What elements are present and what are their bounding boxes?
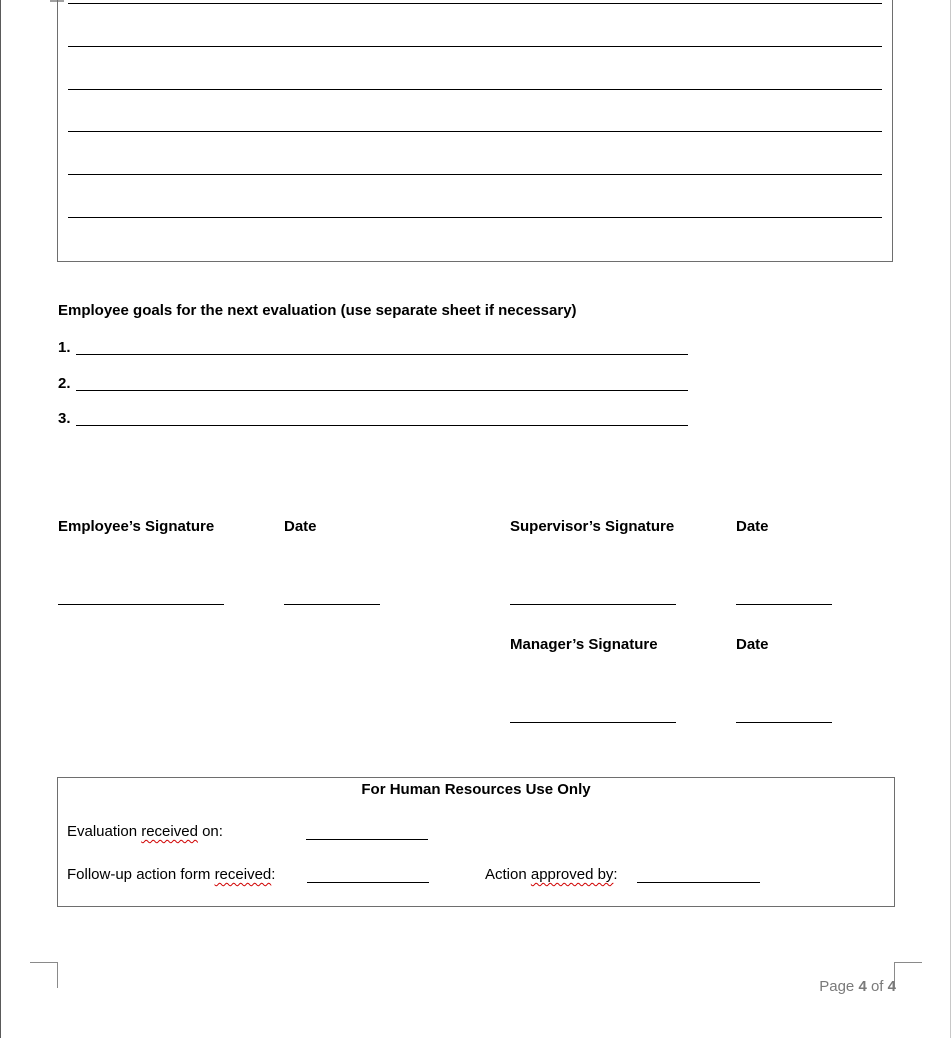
comment-line[interactable]	[68, 46, 882, 47]
crop-mark-right	[894, 962, 922, 963]
evaluation-received-field[interactable]	[306, 839, 428, 840]
evaluation-prefix: Evaluation	[67, 823, 142, 840]
comments-box	[57, 0, 893, 262]
manager-date-line[interactable]	[736, 722, 832, 723]
page-word: Page	[819, 978, 855, 995]
comment-line[interactable]	[68, 217, 882, 218]
comment-line[interactable]	[68, 174, 882, 175]
manager-date-label: Date	[736, 636, 769, 653]
supervisor-date-line[interactable]	[736, 604, 832, 605]
comment-line[interactable]	[68, 131, 882, 132]
followup-suffix: :	[271, 866, 276, 883]
evaluation-received-label	[67, 823, 223, 840]
goal-number-2: 2.	[58, 375, 71, 392]
followup-received-label	[67, 866, 275, 883]
employee-signature-line[interactable]	[58, 604, 224, 605]
spellcheck-word: received	[214, 866, 272, 883]
employee-date-label: Date	[284, 518, 317, 535]
comment-line[interactable]	[68, 3, 882, 4]
supervisor-date-label: Date	[736, 518, 769, 535]
action-approved-label	[485, 866, 618, 883]
page-number-footer	[819, 978, 896, 995]
goal-line-2[interactable]	[76, 390, 688, 391]
supervisor-signature-label: Supervisor’s Signature	[510, 518, 675, 535]
goal-line-1[interactable]	[76, 354, 688, 355]
of-word: of	[870, 978, 884, 995]
evaluation-suffix: on:	[197, 823, 223, 840]
hr-box-title: For Human Resources Use Only	[361, 781, 591, 798]
manager-signature-line[interactable]	[510, 722, 676, 723]
employee-signature-label: Employee’s Signature	[58, 518, 215, 535]
action-suffix: :	[613, 866, 618, 883]
page-left-edge	[0, 0, 1, 1038]
crop-mark-left	[30, 962, 58, 963]
action-approved-field[interactable]	[637, 882, 760, 883]
goal-line-3[interactable]	[76, 425, 688, 426]
goal-number-1: 1.	[58, 339, 71, 356]
employee-date-line[interactable]	[284, 604, 380, 605]
crop-mark-left	[57, 962, 58, 988]
manager-signature-label: Manager’s Signature	[510, 636, 658, 653]
total-pages-number: 4	[887, 978, 896, 995]
current-page-number: 4	[858, 978, 867, 995]
comment-line[interactable]	[68, 89, 882, 90]
action-prefix: Action	[485, 866, 531, 883]
spellcheck-word: approved by	[530, 866, 614, 883]
supervisor-signature-line[interactable]	[510, 604, 676, 605]
spellcheck-word: received	[141, 823, 198, 840]
goal-number-3: 3.	[58, 410, 71, 427]
followup-prefix: Follow-up action form	[67, 866, 215, 883]
hr-use-only-box	[57, 777, 895, 907]
goals-heading: Employee goals for the next evaluation (use separate sheet if necessary)	[58, 302, 577, 319]
followup-received-field[interactable]	[307, 882, 429, 883]
